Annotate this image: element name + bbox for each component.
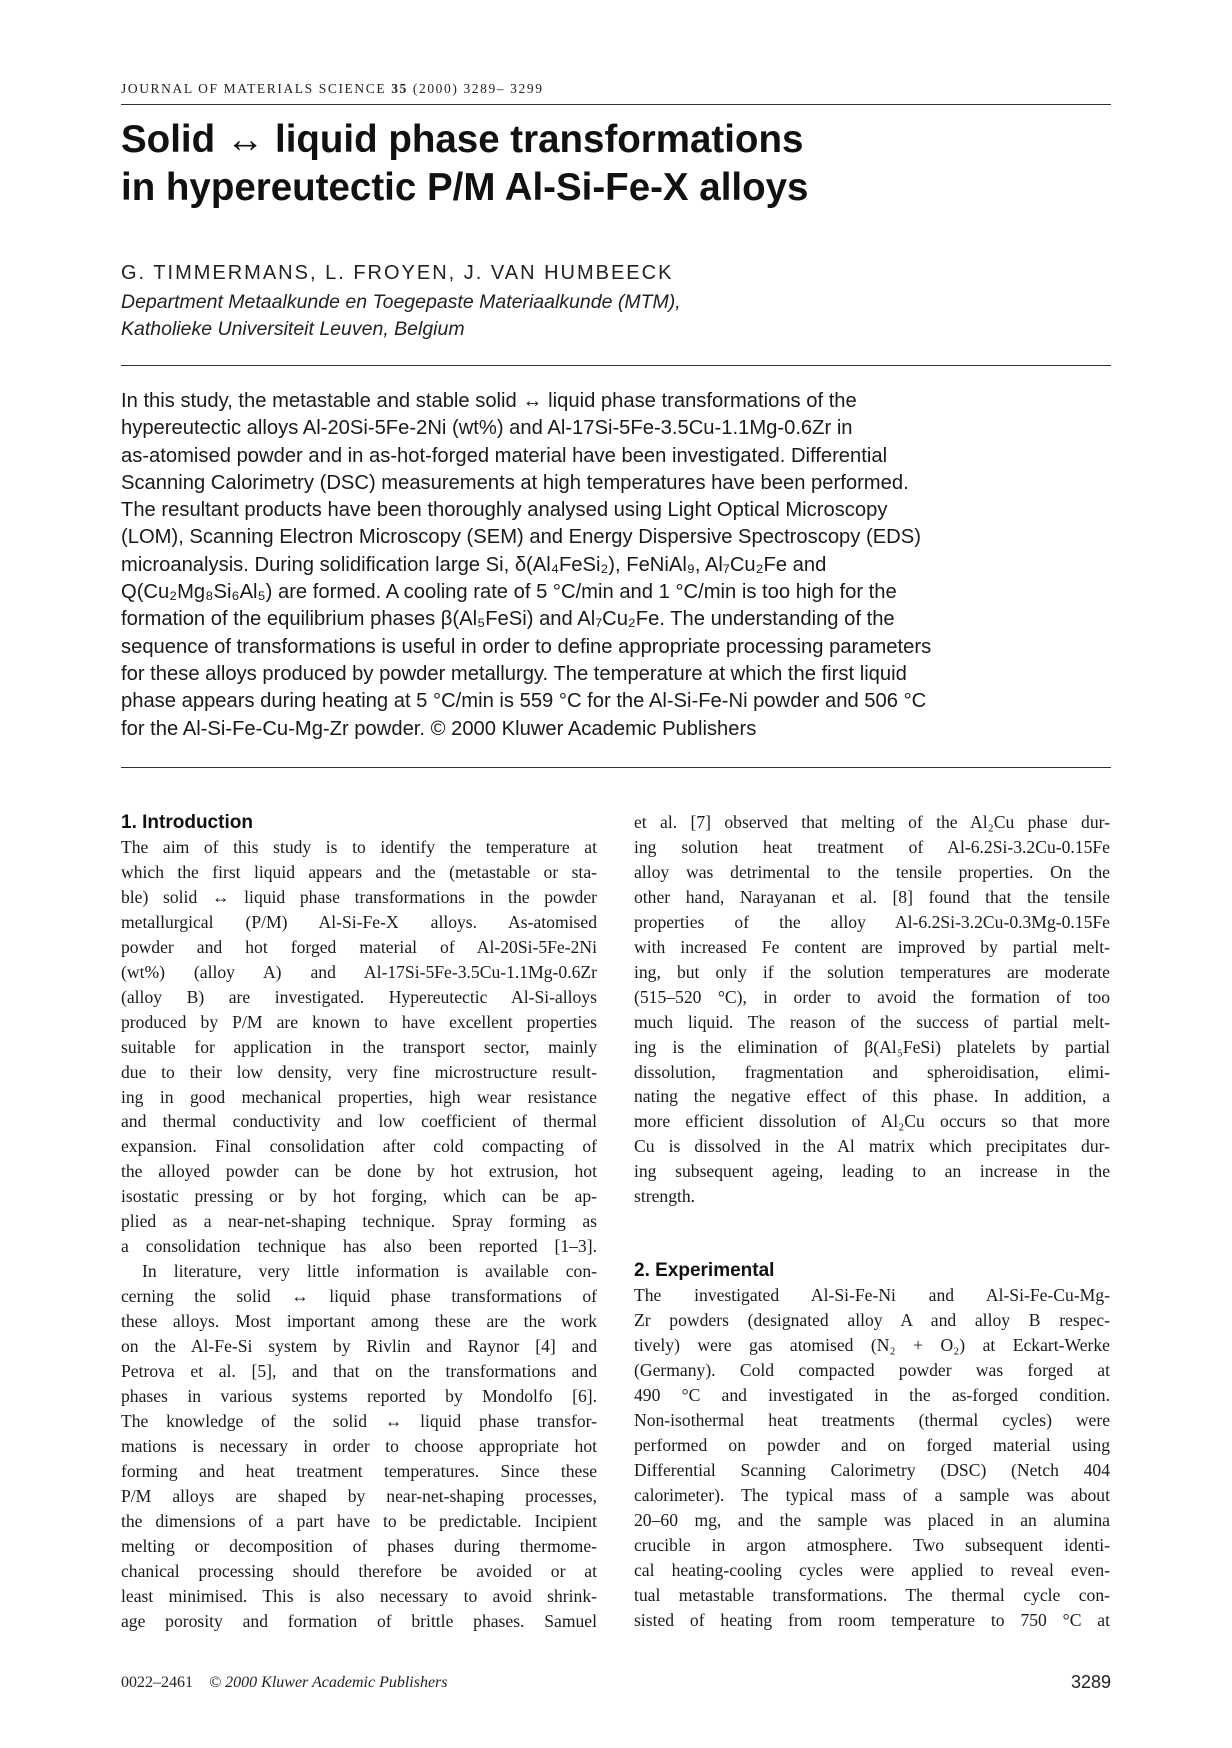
text-line: ing subsequent ageing, leading to an increase in the bbox=[634, 1161, 1110, 1182]
affiliation bbox=[121, 289, 681, 343]
text-line: chanical processing should therefore be avoided or at bbox=[121, 1560, 597, 1581]
abstract-line: for the Al-Si-Fe-Cu-Mg-Zr powder. © 2000 Kluwer Academic Publishers bbox=[121, 717, 757, 740]
text-line: In literature, very little information is available con- bbox=[142, 1261, 597, 1282]
paper-title bbox=[121, 116, 1111, 212]
title-line-2: in hypereutectic P/M Al-Si-Fe-X alloys bbox=[121, 166, 809, 209]
text-line: 20–60 mg, and the sample was placed in an alumina bbox=[634, 1509, 1110, 1530]
section-heading-introduction: 1. Introduction bbox=[121, 812, 253, 833]
intro-paragraph-1 bbox=[121, 835, 597, 1259]
text-line: alloy was detrimental to the tensile properties. On the bbox=[634, 861, 1110, 882]
footer-copyright: © 2000 Kluwer Academic Publishers bbox=[209, 1674, 448, 1691]
abstract-line: The resultant products have been thoroughly analysed using Light Optical Microscopy bbox=[121, 499, 888, 522]
text-line: cal heating-cooling cycles were applied to reveal even- bbox=[634, 1559, 1110, 1580]
text-line: with increased Fe content are improved by partial melt- bbox=[634, 936, 1110, 957]
text-line: Cu is dissolved in the Al matrix which precipitates dur- bbox=[634, 1136, 1110, 1157]
abstract-line: for these alloys produced by powder metallurgy. The temperature at which the first liquid bbox=[121, 662, 907, 685]
text-line: properties of the alloy Al-6.2Si-3.2Cu-0.3Mg-0.15Fe bbox=[634, 911, 1110, 932]
text-line: tively) were gas atomised (N₂ + O₂) at Eckart-Werke bbox=[634, 1335, 1110, 1356]
text-line: Zr powders (designated alloy A and alloy B respec- bbox=[634, 1310, 1110, 1331]
section-gap bbox=[634, 1209, 1110, 1258]
text-line: isostatic pressing or by hot forging, which can be ap- bbox=[121, 1186, 597, 1207]
text-line: (515–520 °C), in order to avoid the formation of too bbox=[634, 986, 1110, 1007]
text-line: (alloy B) are investigated. Hypereutectic Al-Si-alloys bbox=[121, 986, 597, 1007]
journal-year-pages: (2000) 3289– 3299 bbox=[412, 81, 544, 96]
text-line: The investigated Al-Si-Fe-Ni and Al-Si-Fe-Cu-Mg- bbox=[634, 1285, 1110, 1306]
text-line: least minimised. This is also necessary to avoid shrink- bbox=[121, 1585, 597, 1606]
text-line: the dimensions of a part have to be predictable. Incipient bbox=[121, 1510, 597, 1531]
text-line: P/M alloys are shaped by near-net-shaping processes, bbox=[121, 1485, 597, 1506]
text-line: tual metastable transformations. The thermal cycle con- bbox=[634, 1584, 1110, 1605]
text-line: which the first liquid appears and the (metastable or sta- bbox=[121, 861, 597, 882]
text-line: ing solution heat treatment of Al-6.2Si-3.2Cu-0.15Fe bbox=[634, 836, 1110, 857]
text-line: cerning the solid ↔ liquid phase transformations of bbox=[121, 1286, 597, 1307]
text-line: mations is necessary in order to choose appropriate hot bbox=[121, 1435, 597, 1456]
text-line: other hand, Narayanan et al. [8] found that the tensile bbox=[634, 886, 1110, 907]
intro-paragraph-2 bbox=[121, 1259, 597, 1633]
text-line: melting or decomposition of phases during thermome- bbox=[121, 1535, 597, 1556]
abstract-line: In this study, the metastable and stable solid ↔ liquid phase transformations of the bbox=[121, 390, 857, 412]
intro-paragraph-continued bbox=[634, 810, 1110, 1209]
text-line: on the Al-Fe-Si system by Rivlin and Raynor [4] and bbox=[121, 1336, 597, 1357]
abstract-line: formation of the equilibrium phases β(Al₅FeSi) and Al₇Cu₂Fe. The understanding of the bbox=[121, 608, 895, 631]
text-line: (Germany). Cold compacted powder was forged at bbox=[634, 1360, 1110, 1381]
text-line: the alloyed powder can be done by hot extrusion, hot bbox=[121, 1161, 597, 1182]
text-line: Differential Scanning Calorimetry (DSC) (Netch 404 bbox=[634, 1459, 1110, 1480]
text-line: suitable for application in the transport sector, mainly bbox=[121, 1036, 597, 1057]
text-line: et al. [7] observed that melting of the Al₂Cu phase dur- bbox=[634, 812, 1110, 832]
abstract bbox=[121, 388, 1117, 743]
footer-issn: 0022–2461 bbox=[121, 1674, 193, 1691]
abstract-top-rule bbox=[121, 365, 1111, 366]
text-line: strength. bbox=[634, 1186, 696, 1207]
footer-issn-copyright bbox=[121, 1674, 448, 1692]
left-column bbox=[121, 810, 597, 1634]
text-line: calorimeter). The typical mass of a sample was about bbox=[634, 1484, 1110, 1505]
abstract-line: hypereutectic alloys Al-20Si-5Fe-2Ni (wt%) and Al-17Si-5Fe-3.5Cu-1.1Mg-0.6Zr in bbox=[121, 417, 853, 440]
section-heading-experimental: 2. Experimental bbox=[634, 1260, 775, 1282]
text-line: The aim of this study is to identify the temperature at bbox=[121, 837, 597, 857]
abstract-line: (LOM), Scanning Electron Microscopy (SEM) and Energy Dispersive Spectroscopy (EDS) bbox=[121, 526, 921, 549]
text-line: ble) solid ↔ liquid phase transformations in the powder bbox=[121, 886, 597, 907]
abstract-line: phase appears during heating at 5 °C/min is 559 °C for the Al-Si-Fe-Ni powder and 506 °C bbox=[121, 690, 927, 713]
text-line: metallurgical (P/M) Al-Si-Fe-X alloys. As-atomised bbox=[121, 911, 597, 932]
affiliation-line-1: Department Metaalkunde en Toegepaste Materiaalkunde (MTM), bbox=[121, 291, 681, 313]
text-line: forming and heat treatment temperatures. Since these bbox=[121, 1460, 597, 1481]
text-line: Non-isothermal heat treatments (thermal cycles) were bbox=[634, 1410, 1110, 1431]
text-line: phases in various systems reported by Mondolfo [6]. bbox=[121, 1385, 597, 1406]
title-line-1: Solid ↔ liquid phase transformations bbox=[121, 118, 804, 161]
abstract-line: as-atomised powder and in as-hot-forged material have been investigated. Differential bbox=[121, 444, 888, 467]
text-line: much liquid. The reason of the success of partial melt- bbox=[634, 1011, 1110, 1032]
header-rule bbox=[121, 104, 1111, 105]
abstract-line: Scanning Calorimetry (DSC) measurements at high temperatures have been performed. bbox=[121, 471, 909, 494]
text-line: performed on powder and on forged material using bbox=[634, 1434, 1110, 1455]
text-line: nating the negative effect of this phase. In addition, a bbox=[634, 1086, 1110, 1107]
text-line: (wt%) (alloy A) and Al-17Si-5Fe-3.5Cu-1.1Mg-0.6Zr bbox=[121, 961, 597, 982]
text-line: crucible in argon atmosphere. Two subsequent identi- bbox=[634, 1534, 1110, 1555]
text-line: Petrova et al. [5], and that on the transformations and bbox=[121, 1361, 597, 1382]
text-line: ing is the elimination of β(Al₅FeSi) platelets by partial bbox=[634, 1036, 1110, 1057]
abstract-line: microanalysis. During solidification large Si, δ(Al₄FeSi₂), FeNiAl₉, Al₇Cu₂Fe and bbox=[121, 553, 827, 576]
journal-name: JOURNAL OF MATERIALS SCIENCE bbox=[121, 81, 387, 96]
abstract-line: Q(Cu₂Mg₈Si₆Al₅) are formed. A cooling rate of 5 °C/min and 1 °C/min is too high for the bbox=[121, 581, 897, 604]
text-line: powder and hot forged material of Al-20Si-5Fe-2Ni bbox=[121, 936, 597, 957]
text-line: produced by P/M are known to have excellent properties bbox=[121, 1011, 597, 1032]
text-line: dissolution, fragmentation and spheroidisation, elimi- bbox=[634, 1061, 1110, 1082]
right-column bbox=[634, 810, 1110, 1633]
affiliation-line-2: Katholieke Universiteit Leuven, Belgium bbox=[121, 318, 465, 340]
text-line: and thermal conductivity and low coefficient of thermal bbox=[121, 1111, 597, 1132]
text-line: a consolidation technique has also been reported [1–3]. bbox=[121, 1236, 597, 1257]
abstract-bottom-rule bbox=[121, 767, 1111, 768]
text-line: age porosity and formation of brittle phases. Samuel bbox=[121, 1610, 597, 1631]
text-line: expansion. Final consolidation after cold compacting of bbox=[121, 1136, 597, 1157]
text-line: more efficient dissolution of Al₂Cu occurs so that more bbox=[634, 1111, 1110, 1132]
text-line: sisted of heating from room temperature to 750 °C at bbox=[634, 1609, 1110, 1630]
text-line: The knowledge of the solid ↔ liquid phase transfor- bbox=[121, 1410, 597, 1431]
author-list: G. TIMMERMANS, L. FROYEN, J. VAN HUMBEECK bbox=[121, 262, 674, 284]
text-line: ing in good mechanical properties, high wear resistance bbox=[121, 1086, 597, 1107]
journal-volume: 35 bbox=[391, 81, 408, 96]
page-number: 3289 bbox=[1070, 1672, 1111, 1692]
abstract-line: sequence of transformations is useful in order to define appropriate processing parameters bbox=[121, 635, 932, 658]
text-line: plied as a near-net-shaping technique. Spray forming as bbox=[121, 1211, 597, 1232]
text-line: ing, but only if the solution temperatures are moderate bbox=[634, 961, 1110, 982]
journal-header bbox=[121, 81, 1111, 97]
text-line: 490 °C and investigated in the as-forged condition. bbox=[634, 1385, 1110, 1406]
experimental-paragraph bbox=[634, 1283, 1110, 1632]
text-line: due to their low density, very fine microstructure result- bbox=[121, 1061, 597, 1082]
text-line: these alloys. Most important among these are the work bbox=[121, 1311, 597, 1332]
